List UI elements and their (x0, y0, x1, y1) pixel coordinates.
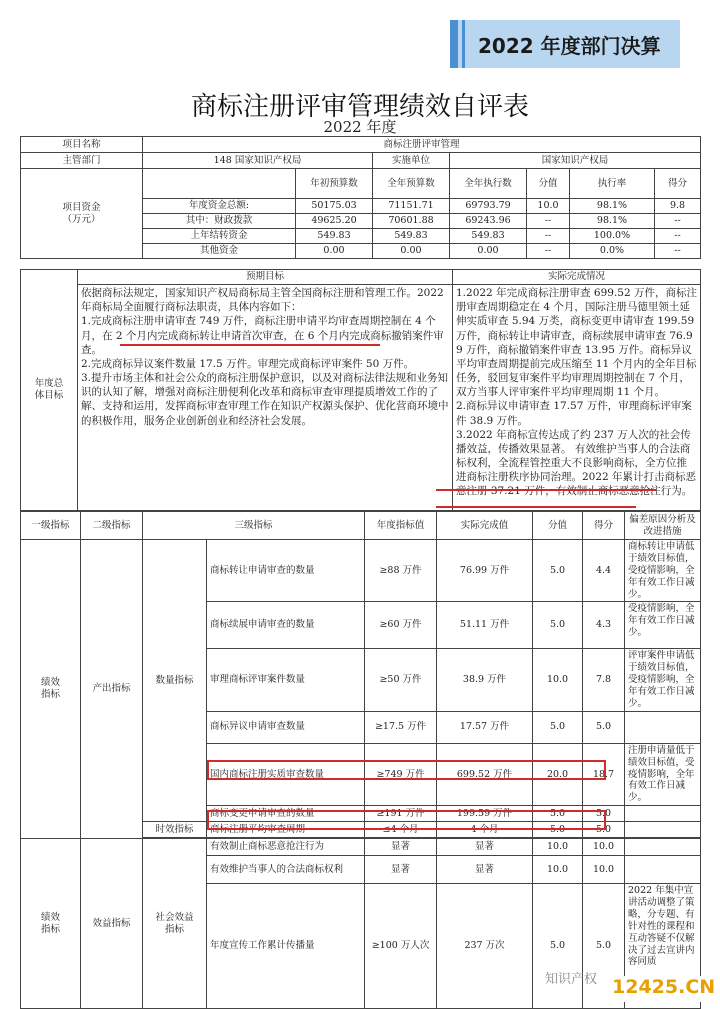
funds-cell: -- (527, 229, 570, 244)
funds-col: 得分 (655, 169, 701, 199)
goals-table (20, 269, 701, 511)
indicator-note: 商标转让申请低于绩效目标值，受疫情影响，全年有效工作日减少。 (625, 540, 701, 602)
funds-cell: 98.1% (570, 199, 655, 214)
highlight-underline (436, 489, 656, 491)
indicator-note (625, 856, 701, 884)
funds-cell: 100.0% (570, 229, 655, 244)
funds-cell: -- (527, 244, 570, 259)
indicator-target: ≥191 万件 (365, 806, 437, 822)
indicator-target: ≥749 万件 (365, 743, 437, 805)
funds-cell: 549.83 (450, 229, 527, 244)
banner-stripe (450, 20, 458, 68)
funds-cell: 71151.71 (373, 199, 450, 214)
indicator-name: 国内商标注册实质审查数量 (207, 743, 365, 805)
funds-row-name: 其中：财政拨款 (143, 214, 296, 229)
indicator-got: 10.0 (583, 839, 625, 856)
indicator-note: 2022 年集中宣讲活动调整了策略，分专题、有针对性的课程和互动答疑不仅解决了过去宣讲内容同质 (625, 884, 701, 1009)
indicator-got: 10.0 (583, 856, 625, 884)
indicator-target: ≥60 万件 (365, 602, 437, 649)
level3-social: 社会效益 指标 (143, 839, 207, 1009)
indicator-name: 审理商标评审案件数量 (207, 649, 365, 711)
funds-cell: 70601.88 (373, 214, 450, 229)
indicator-got: 5.0 (583, 806, 625, 822)
indicator-name: 商标转让申请审查的数量 (207, 540, 365, 602)
site-logo: 12425.CN (612, 976, 710, 1002)
funds-col: 全年执行数 (450, 169, 527, 199)
indicator-got: 5.0 (583, 822, 625, 838)
expected-goal-text: 依据商标法规定，国家知识产权局商标局主管全国商标注册和管理工作。2022 年商标局全面履行商标法职责，具体内容如下： 1.完成商标注册申请审查 749 万件，商标注册申请平均审查周期控制在 4 个月，在 2 个月内完成商标转让申请首次审查，在 6 个月内完成商标撤销案件审查。 2.完成商标异议案件数量 17.5 万件。审理完成商标评审案件 50 万件。 3.提升市场主体和社会公众的商标注册保护意识，以及对商标法律法规和业务知识的认知了解，增强对商标注册便利化改革和商标审查审理提质增效工作的了解、支持和运用，发挥商标审查审理工作在知识产权源头保护、优化营商环境中的积极作用，服务企业创新创业和经济社会发展。 (78, 285, 453, 511)
funds-col: 年初预算数 (296, 169, 373, 199)
indicator-actual: 51.11 万件 (437, 602, 533, 649)
banner-text: 2022 年度部门决算 (478, 34, 661, 58)
indicator-name: 年度宣传工作累计传播量 (207, 884, 365, 1009)
funds-row-name: 其他资金 (143, 244, 296, 259)
indicator-note: 评审案件申请低于绩效目标值，受疫情影响，全年有效工作日减少。 (625, 649, 701, 711)
funds-col: 全年预算数 (373, 169, 450, 199)
indicator-got: 5.0 (583, 711, 625, 743)
report-banner (450, 20, 680, 68)
indicator-actual: 237 万次 (437, 884, 533, 1009)
funds-table (20, 136, 701, 259)
indicator-score: 10.0 (533, 649, 583, 711)
indicator-score: 20.0 (533, 743, 583, 805)
level1-performance-2: 绩效 指标 (21, 839, 81, 1009)
funds-cell: -- (655, 244, 701, 259)
funds-cell: -- (655, 229, 701, 244)
indicator-name: 商标续展申请审查的数量 (207, 602, 365, 649)
indicator-got: 18.7 (583, 743, 625, 805)
indicator-target: ≥88 万件 (365, 540, 437, 602)
impl-value: 国家知识产权局 (450, 153, 701, 169)
indicator-name: 有效制止商标恶意抢注行为 (207, 839, 365, 856)
expected-goal-header: 预期目标 (78, 270, 453, 285)
indicator-note (625, 806, 701, 822)
indicator-got: 5.0 (583, 884, 625, 1009)
indicator-name: 商标异议申请审查数量 (207, 711, 365, 743)
funds-cell: 549.83 (296, 229, 373, 244)
indicator-target: 显著 (365, 856, 437, 884)
project-name-label: 项目名称 (21, 137, 143, 153)
highlight-underline (120, 344, 380, 346)
indicator-name: 商标注册平均审查周期 (207, 822, 365, 838)
level2-benefit: 效益指标 (81, 839, 143, 1009)
indicator-note: 受疫情影响，全年有效工作日减少。 (625, 602, 701, 649)
document-year: 2022 年度 (323, 118, 397, 136)
indicator-actual: 699.52 万件 (437, 743, 533, 805)
indicator-name: 有效维护当事人的合法商标权利 (207, 856, 365, 884)
funds-col: 执行率 (570, 169, 655, 199)
actual-result-header: 实际完成情况 (453, 270, 701, 285)
indicators-table (20, 511, 701, 1009)
indicator-note (625, 839, 701, 856)
indicator-target: ≥50 万件 (365, 649, 437, 711)
col-level1: 一级指标 (21, 512, 81, 540)
indicator-score: 5.0 (533, 822, 583, 838)
col-score: 分值 (533, 512, 583, 540)
funds-cell: 98.1% (570, 214, 655, 229)
col-level2: 二级指标 (81, 512, 143, 540)
indicator-got: 4.4 (583, 540, 625, 602)
level1-performance: 绩效 指标 (21, 540, 81, 839)
funds-cell: 50175.03 (296, 199, 373, 214)
indicator-actual: 76.99 万件 (437, 540, 533, 602)
indicator-target: 显著 (365, 839, 437, 856)
funds-label: 项目资金 （万元） (21, 169, 143, 259)
indicator-score: 5.0 (533, 884, 583, 1009)
funds-cell: 549.83 (373, 229, 450, 244)
funds-cell: 0.0% (570, 244, 655, 259)
dept-value: 148 国家知识产权局 (143, 153, 373, 169)
col-target: 年度指标值 (365, 512, 437, 540)
indicator-note (625, 711, 701, 743)
indicator-actual: 17.57 万件 (437, 711, 533, 743)
project-name-value: 商标注册评审管理 (143, 137, 701, 153)
funds-cell: -- (527, 214, 570, 229)
funds-row-name: 上年结转资金 (143, 229, 296, 244)
indicator-actual: 显著 (437, 856, 533, 884)
indicator-target: ≥100 万人次 (365, 884, 437, 1009)
indicator-score: 5.0 (533, 806, 583, 822)
indicator-actual: 38.9 万件 (437, 649, 533, 711)
indicator-score: 5.0 (533, 711, 583, 743)
col-actual: 实际完成值 (437, 512, 533, 540)
level2-output: 产出指标 (81, 540, 143, 839)
document-title: 商标注册评审管理绩效自评表 (190, 92, 529, 122)
funds-cell: 69243.96 (450, 214, 527, 229)
dept-label: 主管部门 (21, 153, 143, 169)
highlight-underline (436, 506, 636, 508)
funds-corner (143, 169, 296, 199)
indicator-note: 注册申请量低于绩效目标值，受疫情影响，全年有效工作日减少。 (625, 743, 701, 805)
indicator-got: 4.3 (583, 602, 625, 649)
col-got: 得分 (583, 512, 625, 540)
funds-cell: 10.0 (527, 199, 570, 214)
funds-cell: 0.00 (296, 244, 373, 259)
indicator-got: 7.8 (583, 649, 625, 711)
funds-col: 分值 (527, 169, 570, 199)
funds-row-name: 年度资金总额: (143, 199, 296, 214)
watermark-text: 知识产权 (545, 972, 598, 987)
goals-label: 年度总 体目标 (21, 270, 78, 511)
level3-quantity: 数量指标 (143, 540, 207, 822)
funds-cell: 69793.79 (450, 199, 527, 214)
indicator-actual: 199.59 万件 (437, 806, 533, 822)
level3-timeliness: 时效指标 (143, 822, 207, 838)
indicator-actual: 4 个月 (437, 822, 533, 838)
funds-cell: -- (655, 214, 701, 229)
banner-stripe-thin (462, 20, 465, 68)
indicator-target: ≤4 个月 (365, 822, 437, 838)
col-note: 偏差原因分析及改进措施 (625, 512, 701, 540)
impl-label: 实施单位 (373, 153, 450, 169)
indicator-target: ≥17.5 万件 (365, 711, 437, 743)
funds-cell: 0.00 (450, 244, 527, 259)
funds-cell: 0.00 (373, 244, 450, 259)
indicator-note (625, 822, 701, 838)
indicator-score: 5.0 (533, 602, 583, 649)
indicator-score: 10.0 (533, 839, 583, 856)
funds-cell: 49625.20 (296, 214, 373, 229)
actual-result-text: 1.2022 年完成商标注册审查 699.52 万件，商标注册审查周期稳定在 4 个月，国际注册马德里领土延伸实质审查 5.94 万类，商标变更申请审查 199.59 万件，商标转让申请审查，商标续展申请审查 76.99 万件，商标撤销案件审查 13.95 万件。商标异议平均审查周期提前完成压缩至 11 个月内的全年目标任务，驳回复审案件平均审理周期控制在 7 个月，双方当事人评审案件平均审理周期 11 个月。 2.商标异议申请审查 17.57 万件，审理商标评审案件 38.9 万件。 3.2022 年商标宣传达成了约 237 万人次的社会传播效益，传播效果显著。 有效维护当事人的合法商标权利，全流程管控重大不良影响商标，全方位推进商标注册秩序协同治理。2022 年累计打击商标恶意注册 37.21 万件，有效制止商标恶意抢注行为。 (453, 285, 701, 511)
funds-cell: 9.8 (655, 199, 701, 214)
indicator-name: 商标变更申请审查的数量 (207, 806, 365, 822)
indicator-actual: 显著 (437, 839, 533, 856)
indicator-score: 10.0 (533, 856, 583, 884)
indicator-score: 5.0 (533, 540, 583, 602)
col-level3: 三级指标 (143, 512, 365, 540)
